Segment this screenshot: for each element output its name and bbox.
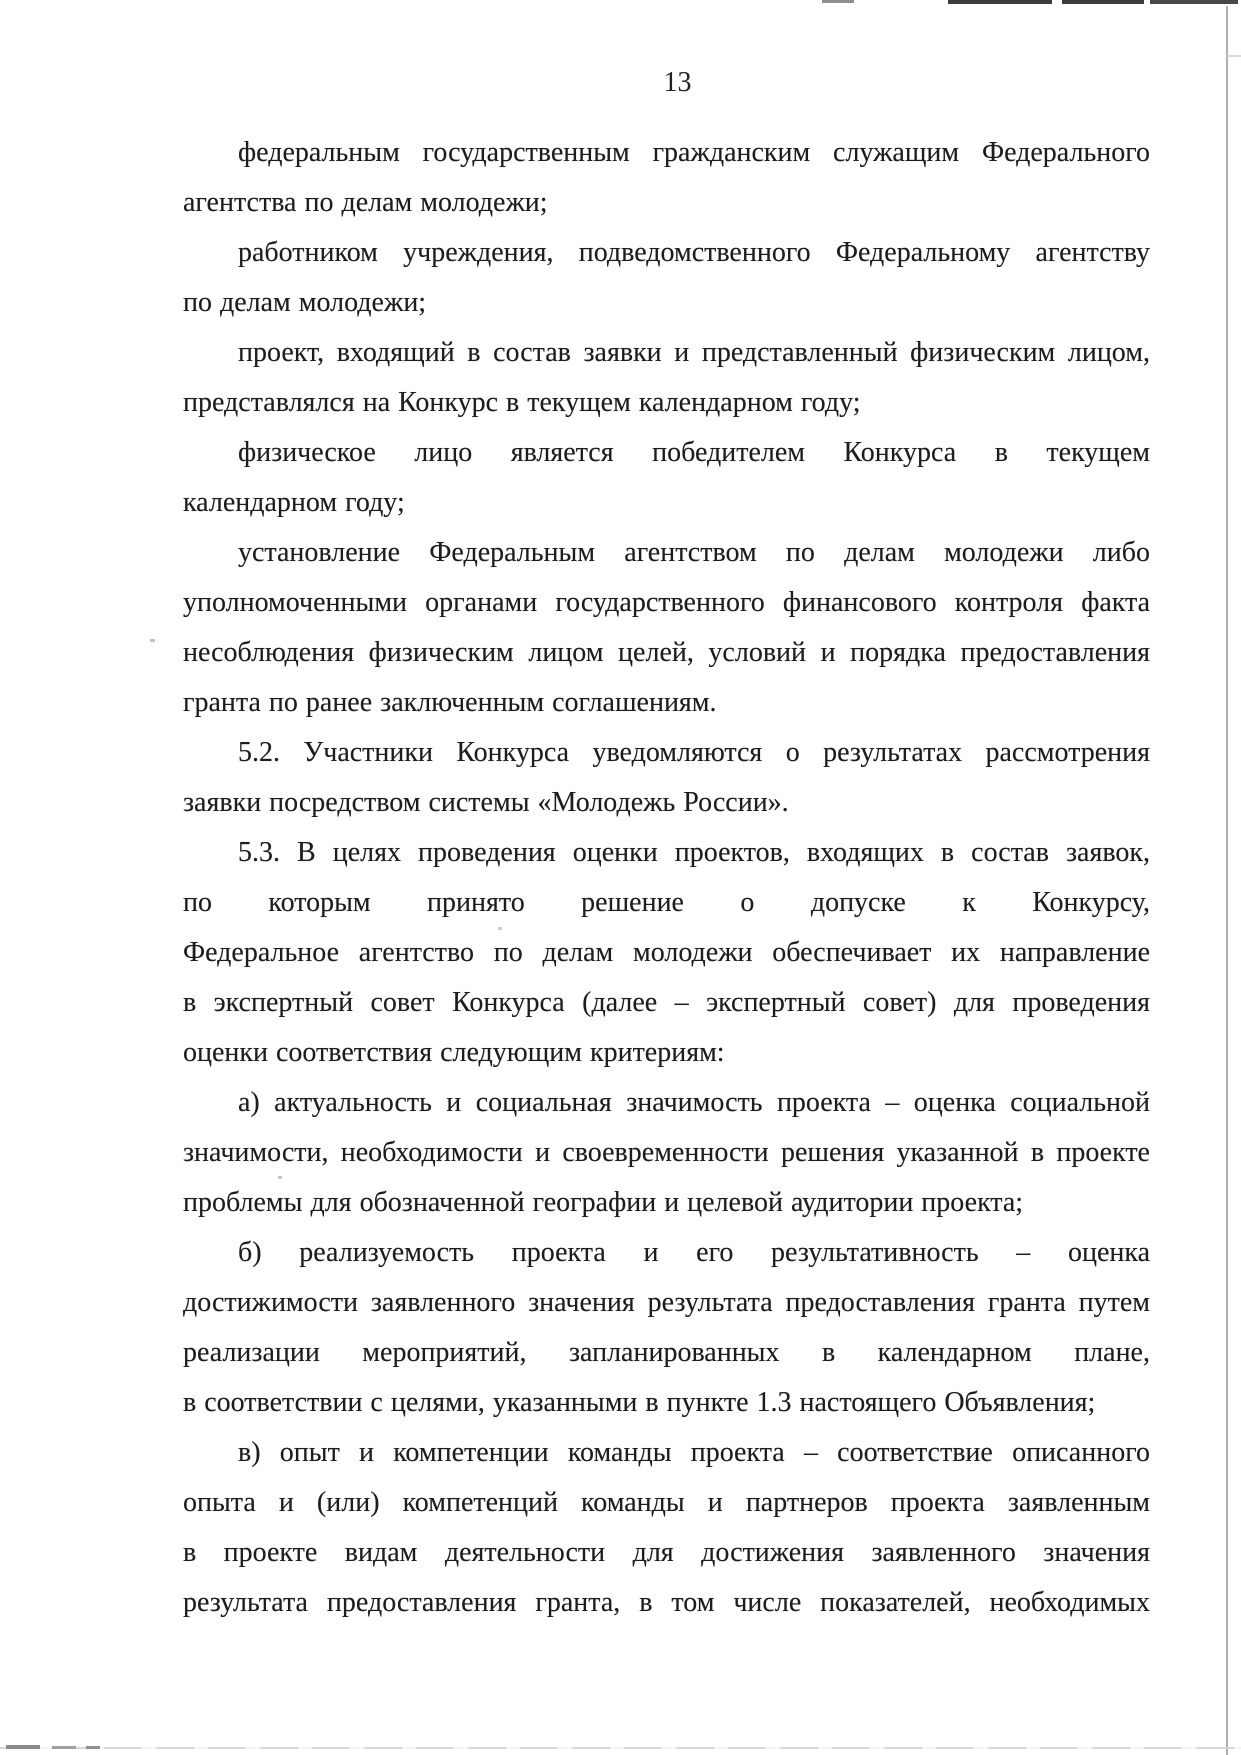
paragraph [183, 228, 1150, 328]
text-line: а) актуальность и социальная значимость проекта – оценка социальной [238, 1087, 1150, 1118]
paragraph [183, 1078, 1150, 1228]
text-line: в экспертный совет Конкурса (далее – экспертный совет) для проведения [183, 987, 1150, 1018]
text-line: Федеральное агентство по делам молодежи обеспечивает их направление [183, 937, 1150, 968]
text-line: по которым принято решение о допуске к Конкурсу, [183, 887, 1150, 918]
scan-artifact [150, 639, 155, 642]
text-line: уполномоченными органами государственного финансового контроля факта [183, 587, 1150, 618]
scan-artifact [498, 927, 502, 930]
text-line: достижимости заявленного значения результата предоставления гранта путем [183, 1287, 1150, 1318]
text-line: федеральным государственным гражданским служащим Федерального [238, 137, 1150, 168]
text-line: в соответствии с целями, указанными в пункте 1.3 настоящего Объявления; [183, 1387, 1096, 1418]
text-line: значимости, необходимости и своевременности решения указанной в проекте [183, 1137, 1150, 1168]
paragraph [183, 528, 1150, 728]
paragraph [183, 428, 1150, 528]
text-line: календарном году; [183, 487, 405, 518]
text-line: работником учреждения, подведомственного Федеральному агентству [238, 237, 1150, 268]
text-line: гранта по ранее заключенным соглашениям. [183, 687, 717, 718]
scan-artifact [86, 1746, 100, 1749]
paragraph [183, 828, 1150, 1078]
scan-artifact-top-band [1150, 0, 1238, 4]
text-line: опыта и (или) компетенций команды и партнеров проекта заявленным [183, 1487, 1150, 1518]
scan-artifact-top-band [822, 0, 854, 3]
text-line: 5.3. В целях проведения оценки проектов, входящих в состав заявок, [238, 837, 1150, 868]
text-line: установление Федеральным агентством по делам молодежи либо [238, 537, 1150, 568]
scan-artifact [52, 1746, 76, 1749]
text-line: проблемы для обозначенной географии и целевой аудитории проекта; [183, 1187, 1024, 1218]
text-line: заявки посредством системы «Молодежь России». [183, 787, 789, 818]
text-line: по делам молодежи; [183, 287, 427, 318]
text-line: б) реализуемость проекта и его результативность – оценка [238, 1237, 1150, 1268]
scan-artifact-bottom-line [0, 1747, 1241, 1749]
text-line: оценки соответствия следующим критериям: [183, 1037, 725, 1068]
page-number: 13 [663, 67, 692, 98]
text-line: в) опыт и компетенции команды проекта – соответствие описанного [238, 1437, 1150, 1468]
paragraph [183, 328, 1150, 428]
text-line: результата предоставления гранта, в том числе показателей, необходимых [183, 1587, 1150, 1618]
scan-artifact [6, 1745, 40, 1749]
text-line: в проекте видам деятельности для достижения заявленного значения [183, 1537, 1150, 1568]
text-line: физическое лицо является победителем Конкурса в текущем [238, 437, 1150, 468]
paragraph [183, 1228, 1150, 1428]
text-line: агентства по делам молодежи; [183, 187, 548, 218]
text-line: несоблюдения физическим лицом целей, условий и порядка предоставления [183, 637, 1150, 668]
text-line: проект, входящий в состав заявки и представленный физическим лицом, [238, 337, 1150, 368]
scan-artifact-top-band [1062, 0, 1144, 4]
text-line: представлялся на Конкурс в текущем календарном году; [183, 387, 861, 418]
text-line: реализации мероприятий, запланированных в календарном плане, [183, 1337, 1150, 1368]
scan-artifact [1227, 55, 1241, 57]
document-body [183, 128, 1150, 1628]
scan-artifact-right-line [1226, 6, 1228, 1755]
scan-artifact [278, 1176, 282, 1179]
paragraph [183, 128, 1150, 228]
paragraph [183, 728, 1150, 828]
text-line: 5.2. Участники Конкурса уведомляются о результатах рассмотрения [238, 737, 1150, 768]
paragraph [183, 1428, 1150, 1628]
scan-artifact-top-band [948, 0, 1052, 4]
